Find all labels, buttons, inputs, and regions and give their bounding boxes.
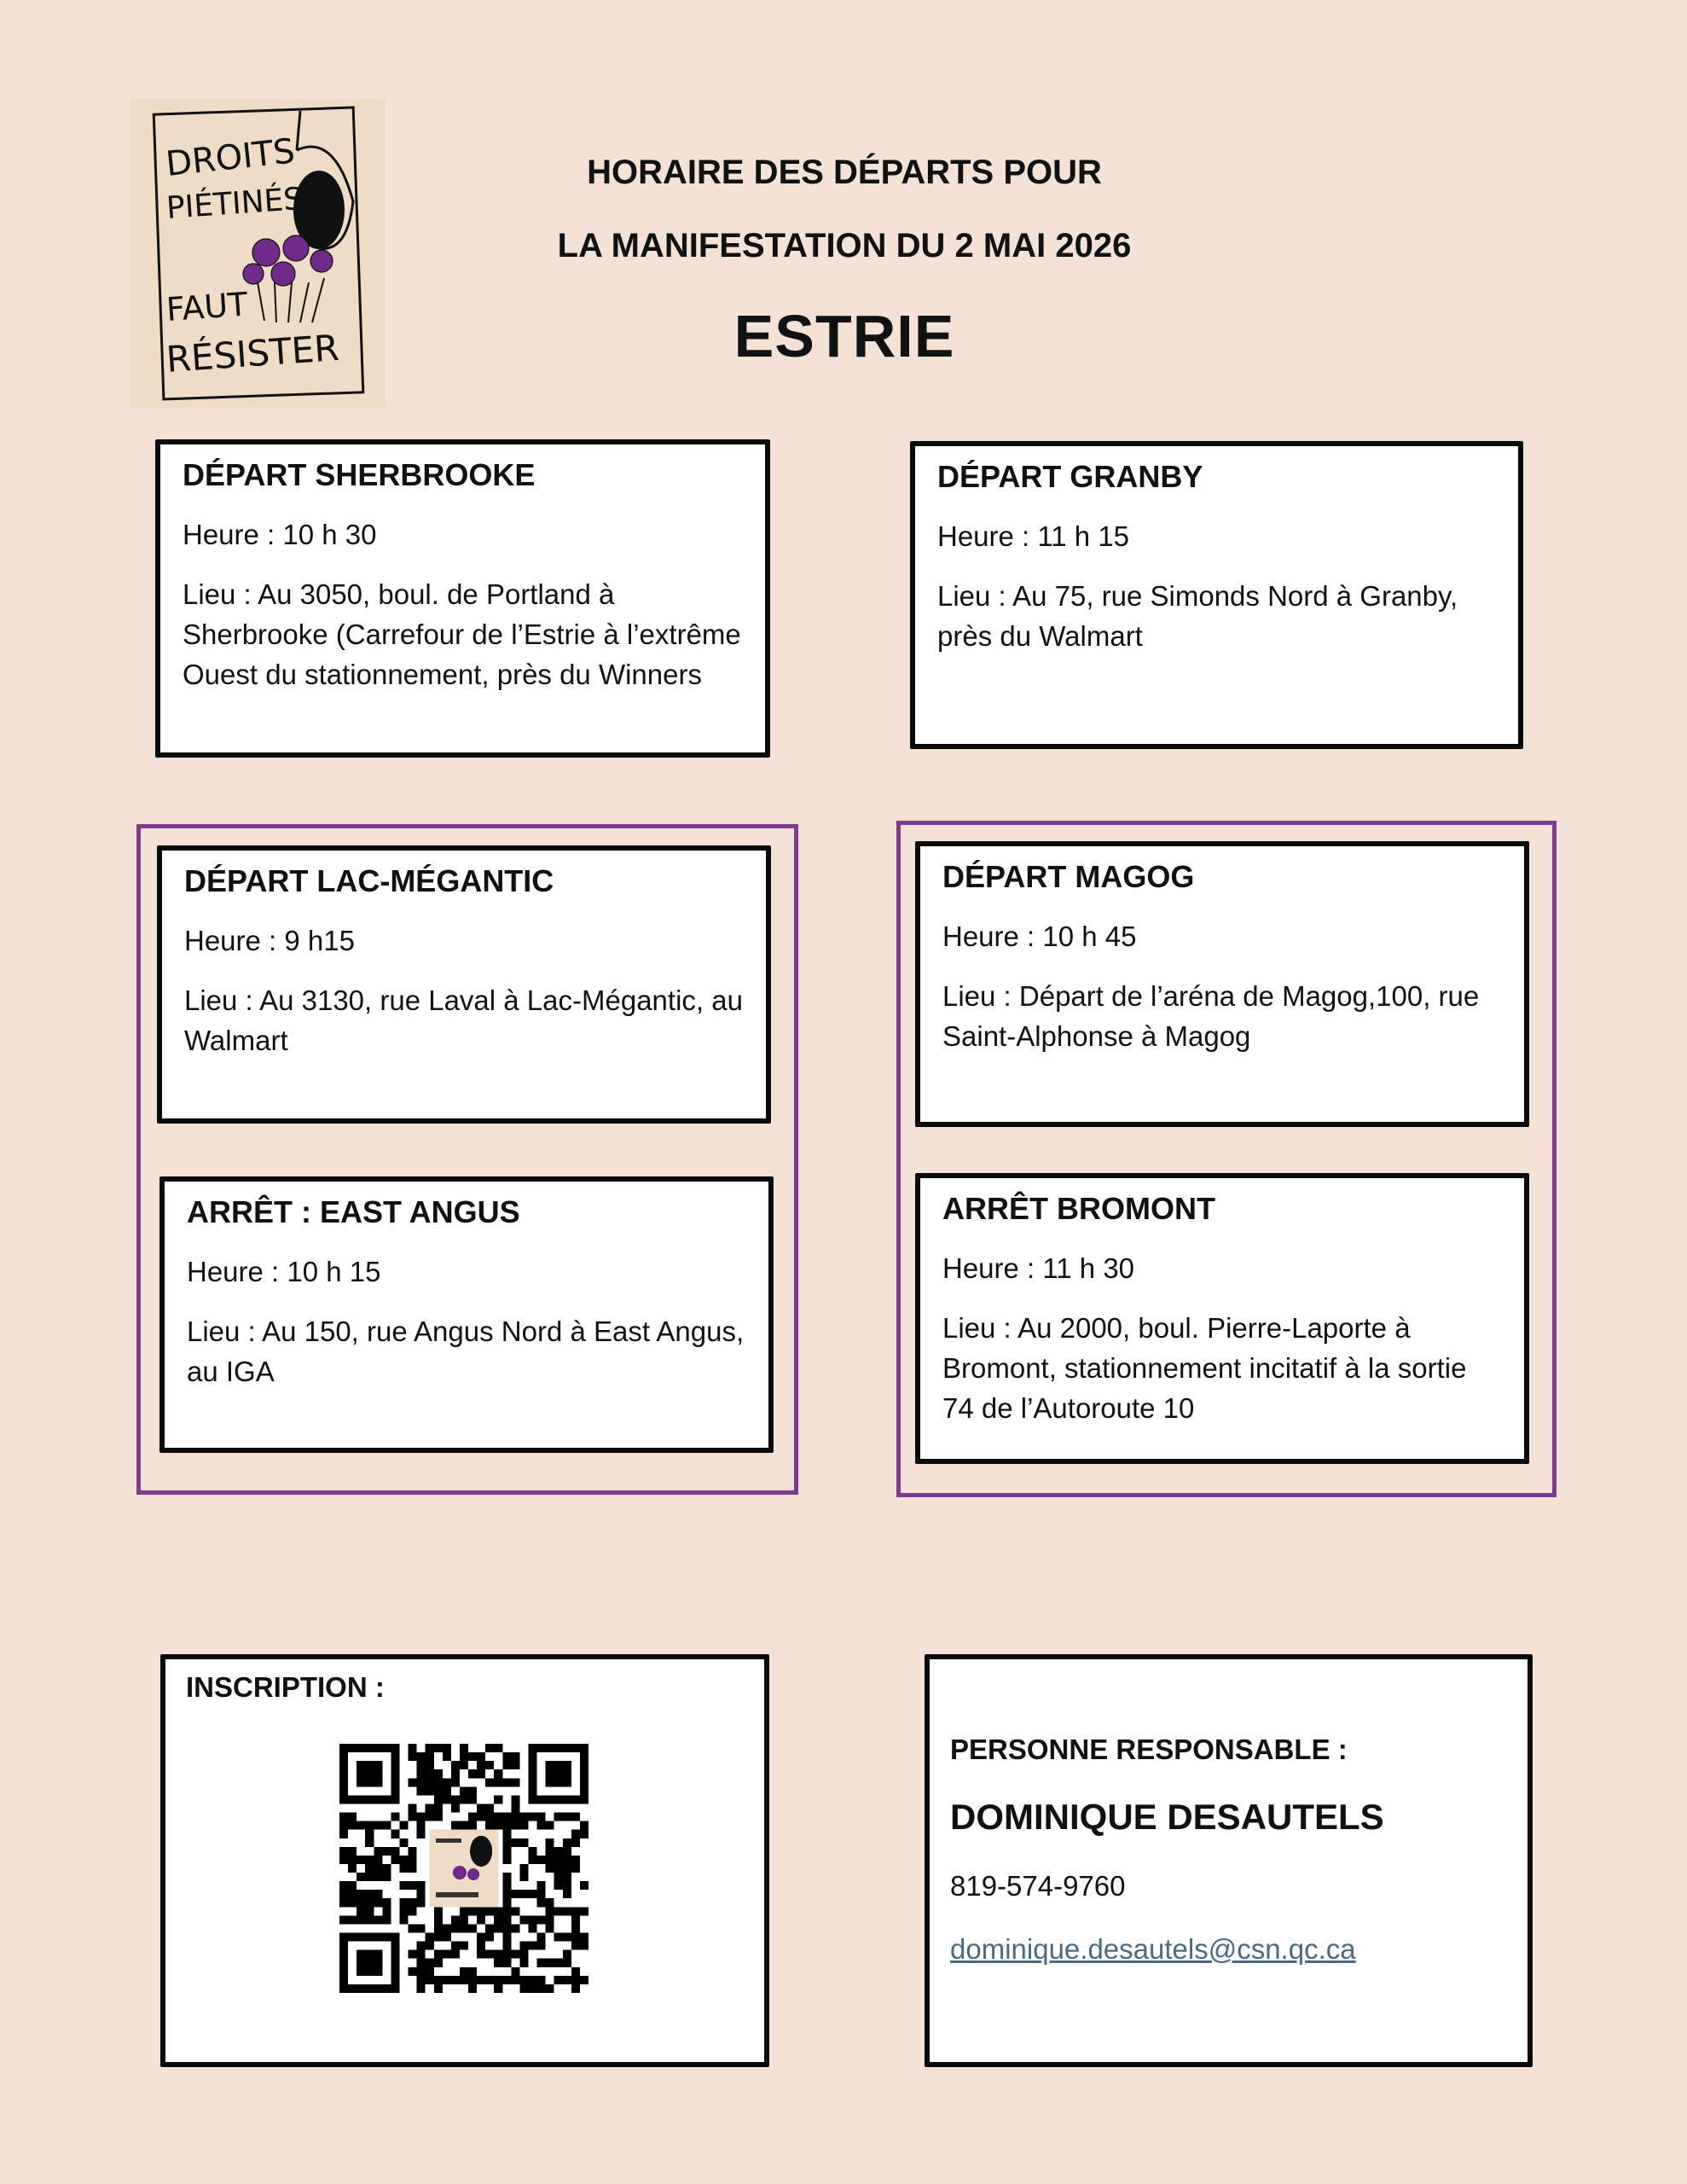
departure-place: Lieu : Au 2000, boul. Pierre-Laporte à Bromont, stationnement incitatif à la sortie 74 de l’Autoroute 10 [942,1312,1467,1424]
departure-place: Lieu : Au 150, rue Angus Nord à East Angus, au IGA [187,1316,745,1387]
boot-and-flowers-icon [130,99,386,408]
departure-card-lac-megantic [157,845,771,1124]
contact-card [925,1654,1533,2067]
departure-card-granby [910,441,1523,749]
departure-place: Lieu : Au 3130, rue Laval à Lac-Mégantic, au Walmart [184,985,743,1056]
departure-title: DÉPART MAGOG [942,859,1195,894]
departure-time: Heure : 10 h 15 [187,1256,381,1287]
departure-title: DÉPART GRANBY [937,459,1203,494]
registration-title: INSCRIPTION : [186,1671,385,1703]
stop-card-bromont [915,1173,1529,1464]
region-title: ESTRIE [733,303,955,369]
departure-time: Heure : 10 h 30 [183,519,377,550]
departure-title: ARRÊT : EAST ANGUS [187,1194,520,1229]
svg-text:RÉSISTER: RÉSISTER [165,326,341,380]
departure-place: Lieu : Départ de l’aréna de Magog,100, rue Saint-Alphonse à Magog [942,980,1480,1052]
departure-title: DÉPART SHERBROOKE [183,457,536,492]
header-line-1: HORAIRE DES DÉPARTS POUR [587,154,1102,191]
departure-title: ARRÊT BROMONT [942,1191,1215,1226]
departure-time: Heure : 11 h 30 [942,1252,1135,1284]
svg-text:FAUT: FAUT [165,285,249,328]
departure-card-magog [915,841,1529,1127]
departure-time: Heure : 11 h 15 [937,520,1130,552]
contact-email-link[interactable]: dominique.desautels@csn.qc.ca [950,1933,1356,1965]
departure-place: Lieu : Au 3050, boul. de Portland à Sherbrooke (Carrefour de l’Estrie à l’extrême Ouest du stationnement, près du Winners [183,578,741,690]
contact-phone: 819-574-9760 [950,1870,1126,1902]
contact-label: PERSONNE RESPONSABLE : [950,1734,1348,1765]
departure-time: Heure : 9 h15 [184,925,355,956]
stop-card-east-angus [159,1176,774,1453]
header-line-2: LA MANIFESTATION DU 2 MAI 2026 [557,227,1132,264]
logo [130,99,386,408]
contact-name: DOMINIQUE DESAUTELS [950,1797,1384,1837]
departure-card-sherbrooke [155,439,770,758]
qr-code-icon[interactable] [339,1744,588,1993]
svg-text:PIÉTINÉS: PIÉTINÉS [165,181,304,226]
departure-title: DÉPART LAC-MÉGANTIC [184,863,554,898]
departure-time: Heure : 10 h 45 [942,921,1137,952]
svg-text:DROITS: DROITS [164,131,297,184]
departure-place: Lieu : Au 75, rue Simonds Nord à Granby, près du Walmart [937,580,1458,652]
